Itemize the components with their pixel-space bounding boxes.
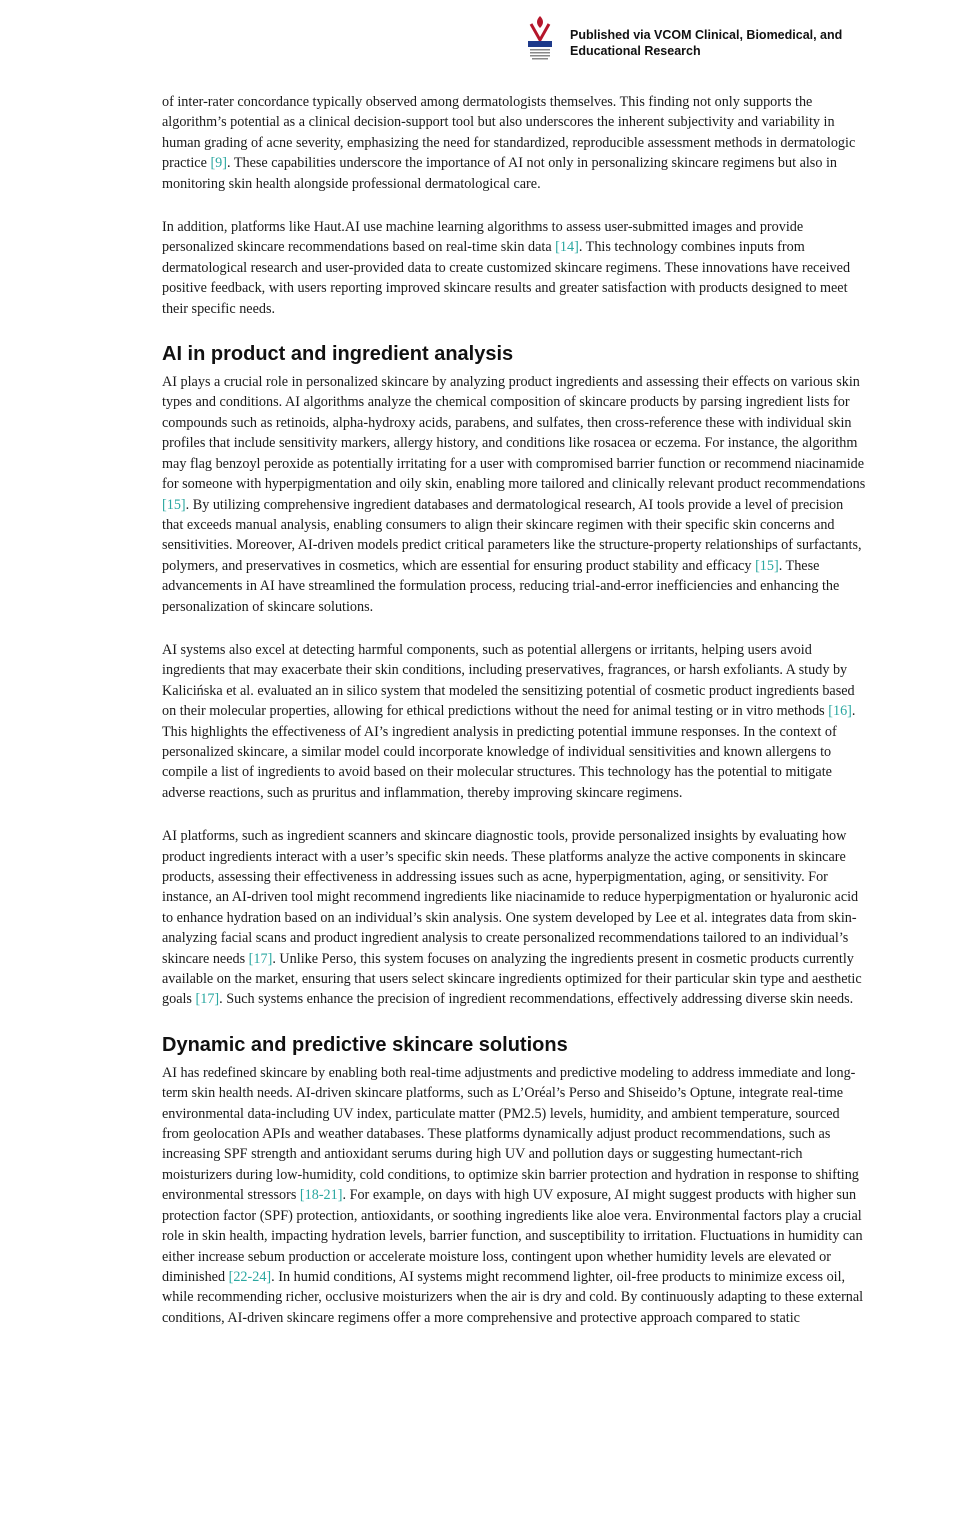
paragraph-text: . These capabilities underscore the importance of AI not only in personalizing skincare regimens but also in monitoring skin health alongside professional dermatological care. — [162, 155, 838, 192]
paragraph-text: . For example, on days with high UV exposure, AI might suggest products with higher sun protection factor (SPF) protection, antioxidants, or soothing ingredients like aloe vera. Environmental factors play a crucial role in skin health, impacting hydration levels, barrier function, and susceptibility to irritation. Fluctuations in humidity can either increase sebum production or accelerate moisture loss, contingent upon whether humidity levels are elevated or diminished — [162, 1187, 863, 1285]
paragraph-text: . Unlike Perso, this system focuses on analyzing the ingredients present in cosmetic products currently available on the market, ensuring that users select skincare ingredients optimized for their particular skin type and aesthetic goals — [162, 950, 862, 1008]
section-heading: Dynamic and predictive skincare solutions — [162, 1033, 568, 1056]
citation-link[interactable]: [15] — [162, 496, 186, 513]
paragraph-text: AI has redefined skincare by enabling both real-time adjustments and predictive modeling to address immediate and long-term skin health needs. AI-driven skincare platforms, such as L’Oréal’s Perso and Shiseido’s Optune, integrate real-time environmental data-including UV index, particulate matter (PM2.5) levels, humidity, and ambient temperature, sourced from geolocation APIs and weather databases. These platforms dynamically adjust product recommendations, such as increasing SPF strength and antioxidant serums during high UV and pollution days or suggesting humectant-rich moisturizers during low-humidity, cold conditions, to optimize skin barrier protection and hydration in response to shifting environmental stressors — [162, 1064, 859, 1204]
paragraph — [162, 217, 867, 319]
citation-link[interactable]: [15] — [755, 557, 779, 574]
paragraph-text: AI systems also excel at detecting harmful components, such as potential allergens or irritants, helping users avoid ingredients that may exacerbate their skin conditions, including preservatives, fragrances, or harsh exfoliants. A study by Kalicińska et al. evaluated an in silico system that modeled the sensitizing potential of cosmetic product ingredients based on their molecular properties, allowing for ethical predictions without the need for animal testing or in vitro methods — [162, 641, 855, 720]
paragraph-text: . Such systems enhance the precision of ingredient recommendations, effectively addressing diverse skin needs. — [219, 991, 854, 1008]
paragraph-text: AI platforms, such as ingredient scanners and skincare diagnostic tools, provide personalized insights by evaluating how product ingredients interact with a user’s specific skin needs. These platforms analyze the active components in skincare products, assessing their effectiveness in addressing issues such as acne, hyperpigmentation, aging, or sensitivity. For instance, an AI-driven tool might recommend ingredients like niacinamide to reduce hyperpigmentation or hyaluronic acid to enhance hydration based on an individual’s skin analysis. One system developed by Lee et al. integrates data from skin-analyzing facial scans and product ingredient analysis to create personalized recommendations tailored to an individual’s skincare needs — [162, 828, 859, 967]
paragraph — [162, 92, 867, 194]
section-heading: AI in product and ingredient analysis — [162, 343, 514, 366]
paragraph-text: . This highlights the effectiveness of AI’s ingredient analysis in predicting potential immune responses. In the context of personalized skincare, a similar model could incorporate knowledge of individual sensitivities and known allergens to compile a list of ingredients to avoid based on their molecular structures. This technology has the potential to mitigate adverse reactions, such as pruritus and inflammation, thereby improving skincare regimens. — [162, 703, 856, 801]
citation-link[interactable]: [17] — [195, 991, 220, 1008]
paragraph-text: In addition, platforms like Haut.AI use machine learning algorithms to assess user-submitted images and provide personalized skincare recommendations based on real-time skin data — [162, 219, 804, 256]
publisher-line-1: Published via VCOM Clinical, Biomedical, and — [570, 28, 843, 42]
paragraph-text: . These advancements in AI have streamlined the formulation process, reducing trial-and-error inefficiencies and enhancing the personalization of skincare solutions. — [162, 557, 840, 615]
paragraph — [162, 826, 867, 1010]
publisher-header — [527, 14, 967, 64]
publisher-text — [570, 27, 842, 59]
citation-link[interactable]: [22-24] — [228, 1268, 272, 1285]
paragraph — [162, 1063, 867, 1328]
vcom-logo-icon — [527, 14, 553, 62]
paragraph-text: . In humid conditions, AI systems might recommend lighter, oil-free products to minimize excess oil, while recommending richer, occlusive moisturizers when the air is dry and cold. By continuously adapting to these external conditions, AI-driven skincare regimens offer a more comprehensive and protective approach compared to static — [162, 1268, 864, 1326]
citation-link[interactable]: [16] — [828, 703, 852, 720]
article-body — [162, 92, 867, 1351]
paragraph-text: . This technology combines inputs from dermatological research and user-provided data to create customized skincare regimens. These innovations have received positive feedback, with users reporting improved skincare results and greater satisfaction with products designed to meet their specific needs. — [162, 239, 851, 317]
citation-link[interactable]: [14] — [555, 239, 579, 256]
paragraph-text: of inter-rater concordance typically observed among dermatologists themselves. This finding not only supports the algorithm’s potential as a clinical decision-support tool but also underscores the inherent subjectivity and variability in human grading of acne severity, emphasizing the need for standardized, reproducible assessment methods in dermatologic practice — [162, 94, 856, 172]
citation-link[interactable]: [17] — [248, 950, 273, 967]
paragraph — [162, 372, 867, 617]
paragraph-text: AI plays a crucial role in personalized skincare by analyzing product ingredients and assessing their effects on various skin types and conditions. AI algorithms analyze the chemical composition of skincare products by parsing ingredient lists for compounds such as retinoids, alpha-hydroxy acids, parabens, and sulfates, then cross-reference these with individual skin profiles that include sensitivity markers, allergy history, and conditions like rosacea or eczema. For instance, the algorithm may flag benzoyl peroxide as potentially irritating for a user with compromised barrier function or recommend niacinamide for someone with hyperpigmentation and oily skin, enabling more tailored and clinically relevant product recommendations — [162, 374, 866, 493]
citation-link[interactable]: [18-21] — [299, 1187, 343, 1204]
paragraph-text: . By utilizing comprehensive ingredient databases and dermatological research, AI tools provide a level of precision that exceeds manual analysis, enabling consumers to align their skincare regimen with their specific skin concerns and sensitivities. Moreover, AI-driven models predict critical parameters like the structure-property relationships of surfactants, polymers, and preservatives in cosmetics, which are essential for ensuring product stability and efficacy — [162, 496, 862, 574]
publisher-line-2: Educational Research — [570, 44, 701, 58]
citation-link[interactable]: [9] — [210, 155, 227, 172]
paragraph — [162, 640, 867, 803]
